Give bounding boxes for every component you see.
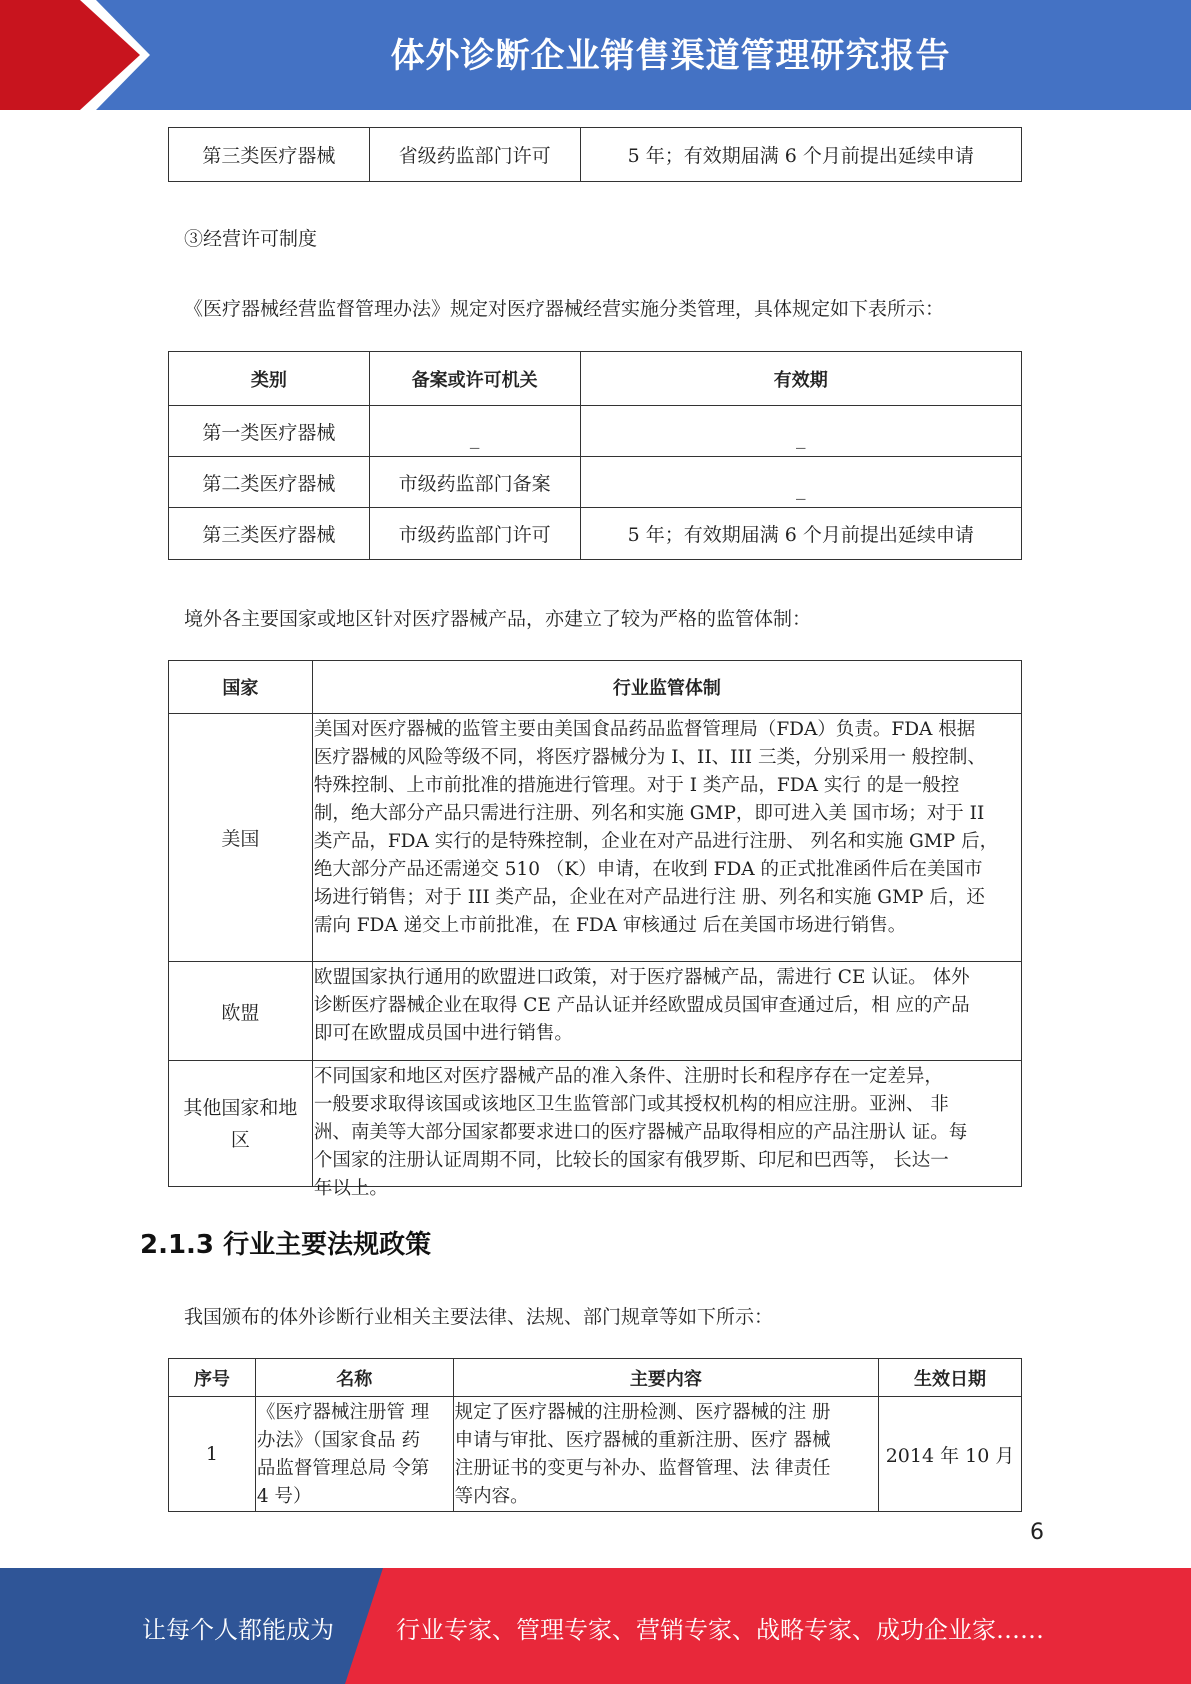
- text-line: 洲、南美等大部分国家都要求进口的医疗器械产品取得相应的产品注册认 证。每: [313, 1122, 968, 1143]
- law-name-cell: [255, 1397, 453, 1512]
- table-cell: _: [796, 427, 806, 449]
- table-row: [169, 406, 1022, 457]
- table-license: [168, 351, 1022, 560]
- table-overseas: [168, 660, 1022, 1199]
- table-cell: 2014 年 10 月: [879, 1397, 1022, 1512]
- column-header: 序号: [169, 1359, 256, 1397]
- table-cell: 5 年；有效期届满 6 个月前提出延续申请: [580, 128, 1021, 182]
- report-title: 体外诊断企业销售渠道管理研究报告: [390, 35, 951, 76]
- text-line: 即可在欧盟成员国中进行销售。: [313, 1023, 573, 1044]
- table-row: [169, 1061, 1022, 1187]
- footer-slogan-right: 行业专家、管理专家、营销专家、战略专家、成功企业家……: [396, 1616, 1044, 1644]
- table-cell: 1: [169, 1397, 256, 1512]
- text-line: 绝大部分产品还需递交 510 （K）申请，在收到 FDA 的正式批准函件后在美国市: [313, 859, 983, 880]
- text-line: 申请与审批、医疗器械的重新注册、医疗 器械: [454, 1430, 831, 1451]
- license-intro-text: 《医疗器械经营监督管理办法》规定对医疗器械经营实施分类管理，具体规定如下表所示：: [184, 298, 945, 320]
- column-header: 行业监管体制: [312, 661, 1021, 714]
- table-row: [169, 1397, 1022, 1512]
- text-line: 等内容。: [454, 1486, 529, 1507]
- table-cell: 第三类医疗器械: [169, 128, 370, 182]
- text-line: 《医疗器械注册管 理: [256, 1402, 430, 1423]
- overseas-intro-text: 境外各主要国家或地区针对医疗器械产品，亦建立了较为严格的监管体制：: [184, 608, 812, 630]
- text-line: 需向 FDA 递交上市前批准，在 FDA 审核通过 后在美国市场进行销售。: [313, 915, 907, 936]
- section-heading: 2.1.3 行业主要法规政策: [140, 1230, 432, 1260]
- text-line: 美国对医疗器械的监管主要由美国食品药品监督管理局（FDA）负责。FDA 根据: [313, 719, 976, 740]
- column-header: 有效期: [580, 352, 1021, 406]
- column-header: 备案或许可机关: [369, 352, 580, 406]
- table-row: [169, 508, 1022, 560]
- laws-intro-text: 我国颁布的体外诊断行业相关主要法律、法规、部门规章等如下所示：: [184, 1306, 774, 1328]
- chevron-red-shape: [0, 0, 140, 110]
- text-line: 注册证书的变更与补办、监督管理、法 律责任: [454, 1458, 831, 1479]
- table-row: [169, 128, 1022, 182]
- column-header: 类别: [169, 352, 370, 406]
- table-header-row: [169, 352, 1022, 406]
- text-line: 场进行销售；对于 III 类产品，企业在对产品进行注 册、列名和实施 GMP 后，还: [313, 887, 985, 908]
- text-line: 诊断医疗器械企业在取得 CE 产品认证并经欧盟成员国审查通过后，相 应的产品: [313, 995, 970, 1016]
- country-cell: 其他国家和地区: [169, 1061, 313, 1187]
- table-cell: _: [796, 478, 806, 500]
- regulation-cell: [312, 962, 1021, 1061]
- table-cell: 省级药监部门许可: [369, 128, 580, 182]
- text-line: 特殊控制、上市前批准的措施进行管理。对于 I 类产品，FDA 实行 的是一般控: [313, 775, 960, 796]
- table-cell: 市级药监部门许可: [369, 508, 580, 560]
- table-header-row: [169, 661, 1022, 714]
- law-content-cell: [453, 1397, 878, 1512]
- table-row: [169, 962, 1022, 1061]
- table-row: [169, 714, 1022, 962]
- header-banner: [0, 0, 1191, 110]
- table-cell: 第三类医疗器械: [169, 508, 370, 560]
- page-number: 6: [1030, 1520, 1044, 1545]
- table-cell: 5 年；有效期届满 6 个月前提出延续申请: [580, 508, 1021, 560]
- text-line: 个国家的注册认证周期不同，比较长的国家有俄罗斯、印尼和巴西等， 长达一: [313, 1150, 949, 1171]
- text-line: 一般要求取得该国或该地区卫生监管部门或其授权机构的相应注册。亚洲、 非: [313, 1094, 949, 1115]
- table-top-continued: [168, 127, 1022, 182]
- text-line: 医疗器械的风险等级不同，将医疗器械分为 I、II、III 三类，分别采用一 般控制、: [313, 747, 986, 768]
- country-cell: 欧盟: [169, 962, 313, 1061]
- footer-slogan-left: 让每个人都能成为: [142, 1616, 334, 1644]
- table-cell: 第一类医疗器械: [169, 406, 370, 457]
- text-line: 4 号）: [256, 1486, 312, 1507]
- column-header: 生效日期: [879, 1359, 1022, 1397]
- table-laws: [168, 1358, 1022, 1512]
- table-cell: 第二类医疗器械: [169, 457, 370, 508]
- text-line: 不同国家和地区对医疗器械产品的准入条件、注册时长和程序存在一定差异，: [313, 1066, 943, 1087]
- table-cell: 市级药监部门备案: [369, 457, 580, 508]
- country-cell: 美国: [169, 714, 313, 962]
- column-header: 国家: [169, 661, 313, 714]
- text-line: 办法》（国家食品 药: [256, 1430, 421, 1451]
- table-header-row: [169, 1359, 1022, 1397]
- text-line: 欧盟国家执行通用的欧盟进口政策，对于医疗器械产品，需进行 CE 认证。 体外: [313, 967, 970, 988]
- license-system-heading: ③经营许可制度: [184, 228, 318, 250]
- text-line: 制，绝大部分产品只需进行注册、列名和实施 GMP，即可进入美 国市场；对于 II: [313, 803, 985, 824]
- text-line: 类产品，FDA 实行的是特殊控制，企业在对产品进行注册、 列名和实施 GMP 后，: [313, 831, 999, 852]
- column-header: 名称: [255, 1359, 453, 1397]
- column-header: 主要内容: [453, 1359, 878, 1397]
- regulation-cell: [312, 714, 1021, 962]
- table-cell: _: [469, 427, 480, 449]
- text-line: 规定了医疗器械的注册检测、医疗器械的注 册: [454, 1402, 831, 1423]
- text-line: 年以上。: [313, 1178, 388, 1199]
- table-row: [169, 457, 1022, 508]
- text-line: 品监督管理总局 令第: [256, 1458, 430, 1479]
- regulation-cell: [312, 1061, 1021, 1199]
